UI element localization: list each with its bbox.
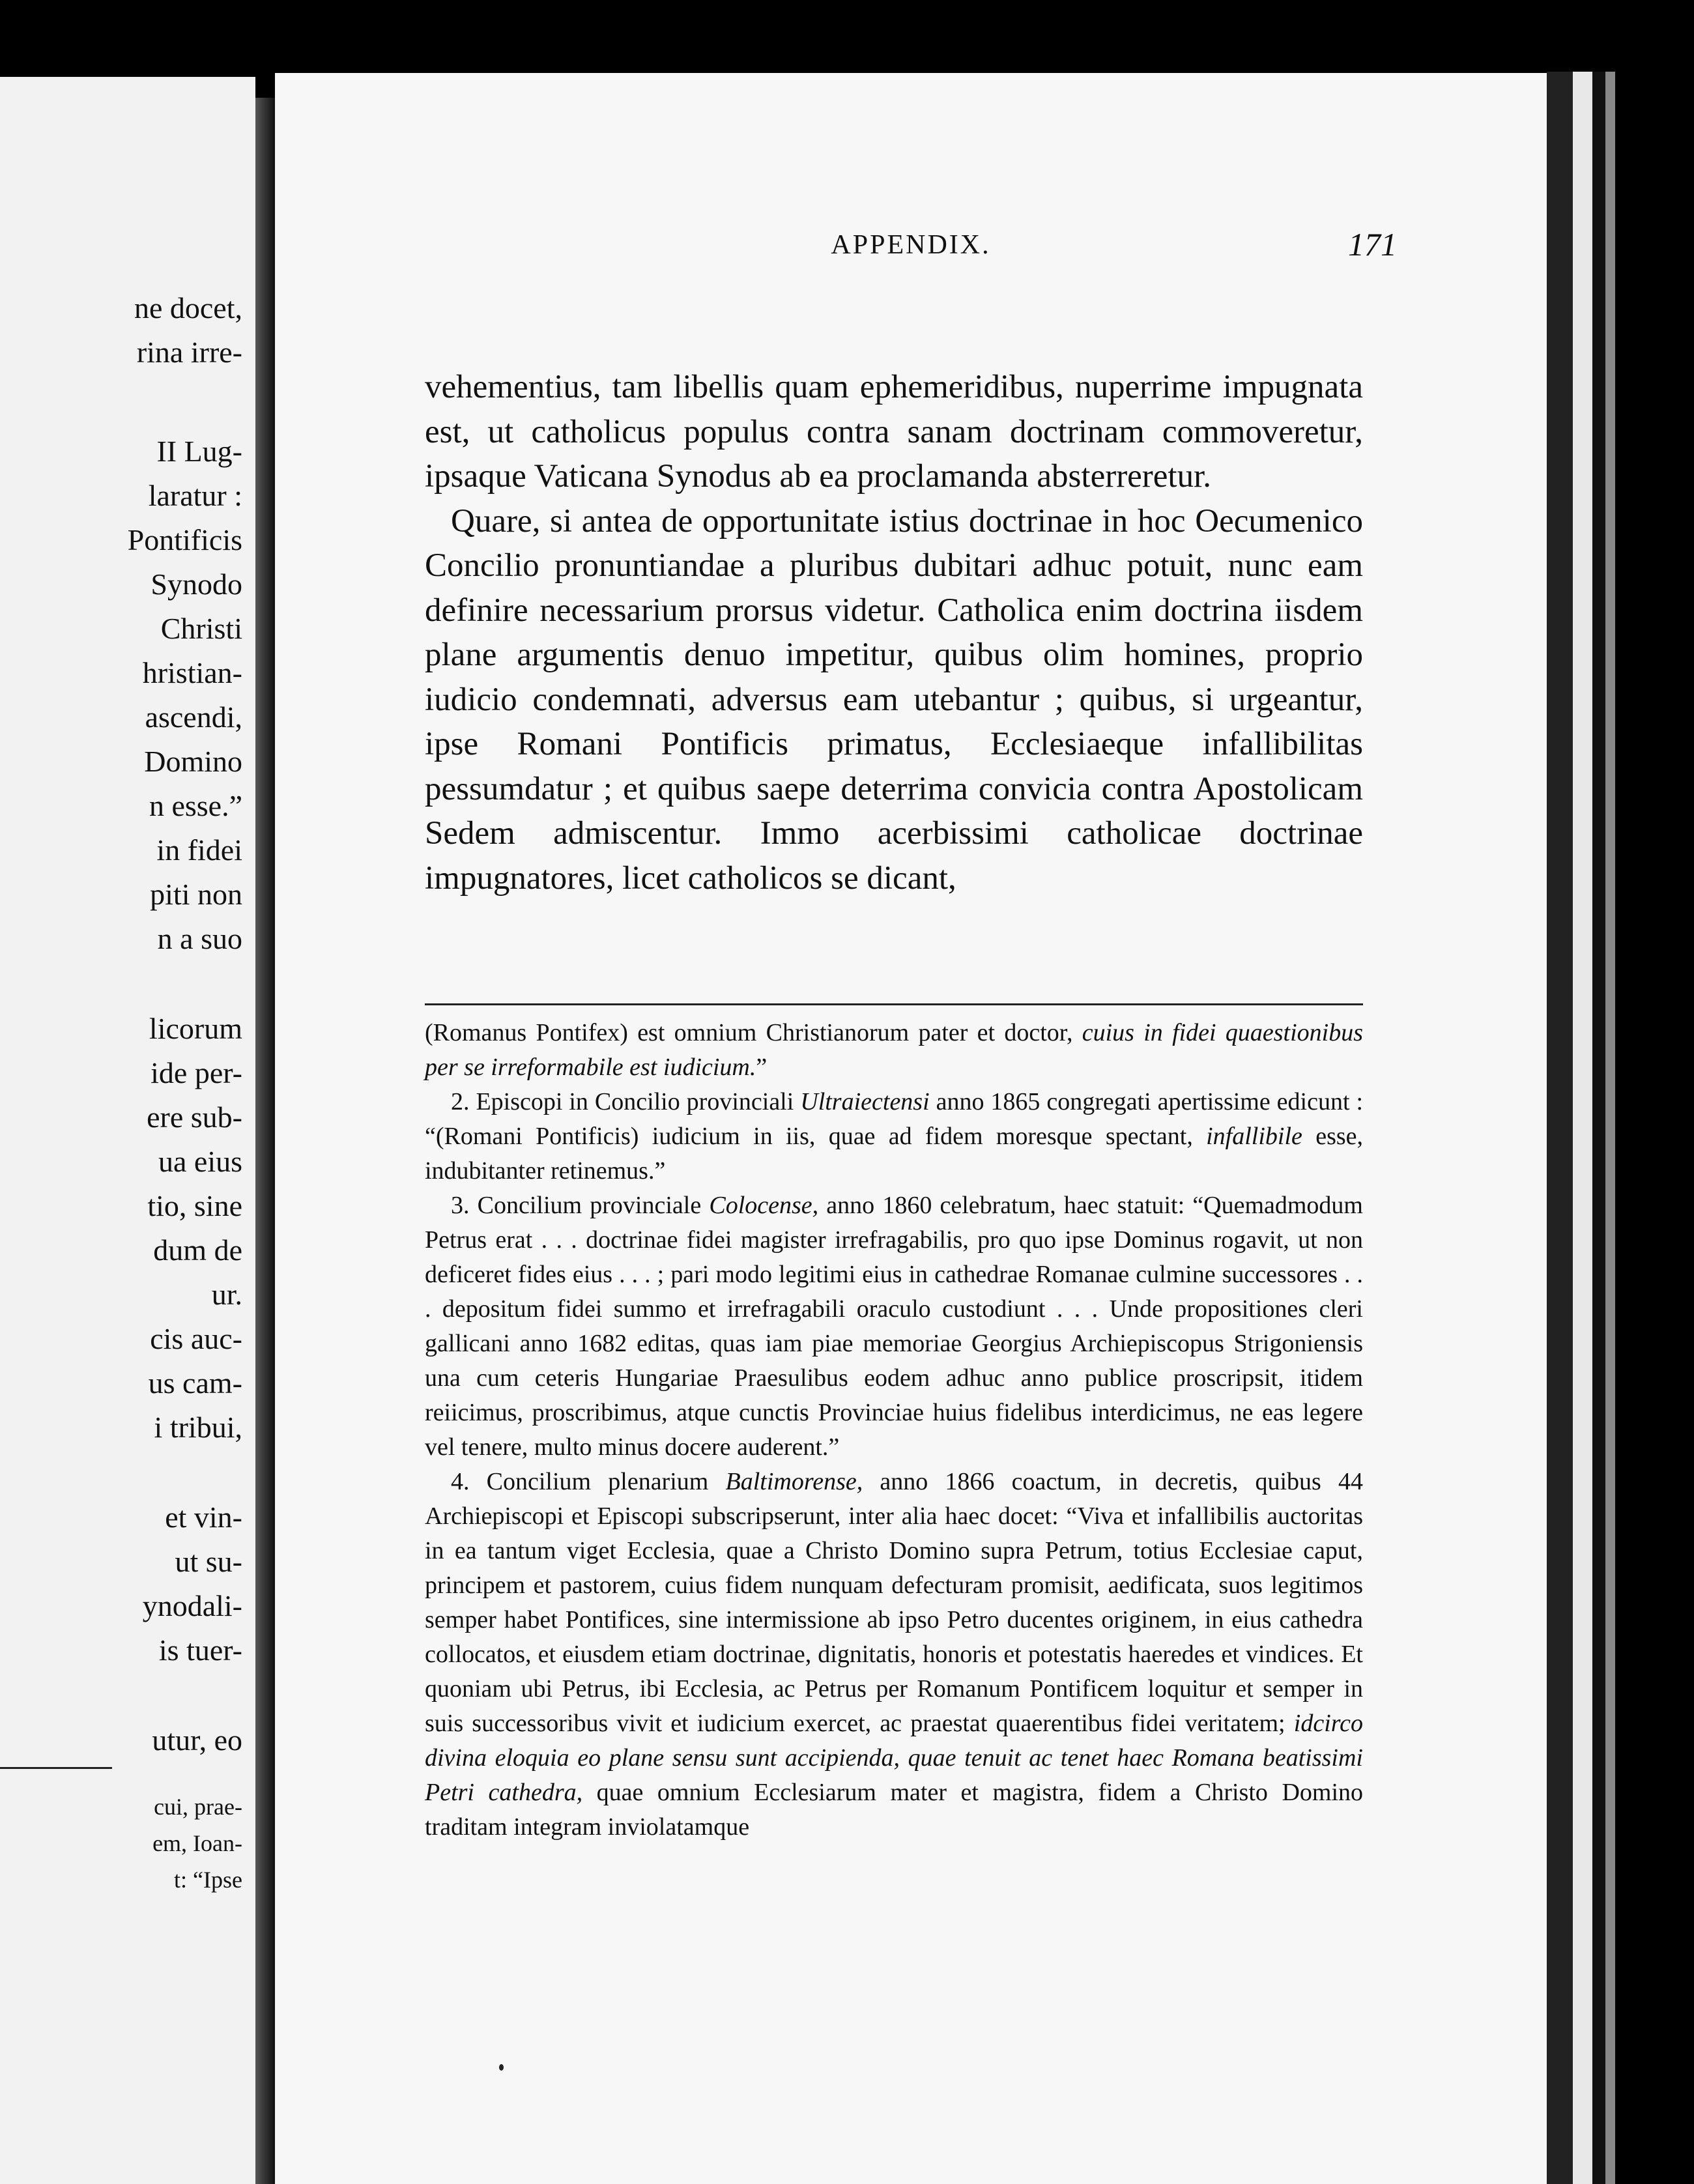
left-footnote-line: cui, prae- [154,1794,242,1820]
left-page-line: licorum [149,1012,242,1045]
footnote-3 [425,1188,1363,1465]
footnote-3-text-c: anno 1860 celebratum, haec statuit: “Quemadmodum Petrus erat . . . doctrinae fidei magister irrefragabilis, pro quo ipse Dominus rogavit, ut non deficeret fides eius . . . ; pari modo legitimi eius in cathedrae Romanae culmine successores . . . depositum fidei summo et irrefragabili oraculo custodiunt . . . Unde propositiones cleri gallicani anno 1682 editas, quas iam piae memoriae Georgius Archiepiscopus Strigoniensis una cum ceteris Hungariae Praesulibus eodem adhuc anno publice proscripsit, itidem reiicimus, proscribimus, atque cunctis Provinciae huius fidelibus interdicimus, ne eas legere vel tenere, multo minus docere auderent.” [425,1192,1363,1461]
footnote-1-continued [425,1016,1363,1085]
footnote-1-text-a: (Romanus Pontifex) est omnium Christianorum pater et doctor, [425,1019,1082,1046]
footnotes [425,1016,1363,1845]
footnote-2-text-e: esse, indubitanter retinemus.” [425,1123,1364,1185]
left-page-line: ne docet, [134,291,242,324]
left-footnote-line: t: “Ipse [174,1867,242,1893]
book-edge [1547,72,1694,2184]
ink-speck [499,2064,504,2071]
right-page [275,73,1547,2184]
footnote-2-text-c: anno 1865 congregati apertissime edicunt : “(Romani Pontificis) iudicium in iis, quae ad fidem moresque spectant, [425,1088,1363,1150]
footnote-1-text-c: ” [756,1054,768,1081]
left-page-fragment [0,77,255,2184]
left-page-line: utur, eo [152,1723,242,1757]
footnote-divider [425,1003,1363,1005]
left-page-line: ut su- [175,1545,242,1578]
left-page-line: rina irre- [136,336,242,369]
left-page-line: laratur : [148,479,242,512]
page-number: 171 [1348,226,1397,263]
left-page-line: Domino [144,745,242,778]
footnote-2-italic-a: Ultraiectensi [800,1088,930,1115]
paragraph-1: vehementius, tam libellis quam ephemeridibus, nuperrime impugnata est, ut catholicus populus contra sanam doctrinam commoveretur, ipsaque Vaticana Synodus ab ea proclamanda absterreretur. [425,369,1363,495]
left-page-line: n esse.” [149,789,242,822]
left-page-line: et vin- [165,1501,242,1534]
left-page-line: n a suo [157,922,242,955]
left-page-line: is tuer- [158,1633,242,1667]
left-page-line: ur. [211,1278,242,1311]
book-gutter [255,98,275,2184]
main-text [425,365,1363,900]
left-page-line: hristian- [142,656,242,689]
left-page-line: Synodo [151,568,242,601]
left-page-line: ide per- [151,1056,242,1089]
footnote-1-italic: cuius in fidei quaestionibus per se irreformabile est iudicium. [425,1019,1363,1081]
left-page-line: us cam- [148,1366,242,1400]
paragraph-2: Quare, si antea de opportunitate istius doctrinae in hoc Oecumenico Concilio pronuntiandae a pluribus dubitari adhuc potuit, nunc eam definire necessarium prorsus videtur. Catholica enim doctrina iisdem plane argumentis denuo impetitur, quibus olim homines, proprio iudicio condemnati, adversus eam utebantur ; quibus, si urgeantur, ipse Romani Pontificis primatus, Ecclesiaeque infallibilitas pessumdatur ; et quibus saepe deterrima convicia contra Apostolicam Sedem admiscentur. Immo acerbissimi catholicae doctrinae impugnatores, licet catholicos se dicant, [425,502,1363,897]
left-page-line: in fidei [156,833,242,867]
footnote-3-text-a: 3. Concilium provinciale [451,1192,710,1219]
footnote-4 [425,1465,1363,1845]
page-header [425,216,1397,268]
left-page-line: piti non [150,878,242,911]
left-footnote-line: em, Ioan- [152,1830,242,1856]
footnote-2-text-a: 2. Episcopi in Concilio provinciali [451,1088,801,1115]
left-page-line: ua eius [158,1145,242,1178]
left-footnote-divider [0,1767,112,1769]
footnote-4-text-c: anno 1866 coactum, in decretis, quibus 44 Archiepiscopi et Episcopi subscripserunt, inter alia haec docet: “Viva et infallibilis auctoritas in ea tantum viget Ecclesia, quae a Christo Domino supra Petrum, totius Ecclesiae caput, principem et pastorem, cuius fidem nunquam defecturam promisit, aedificata, suos legitimos semper habet Pontifices, sine intermissione ab ipso Petro ducentes originem, in eius cathedra collocatos, et eiusdem etiam doctrinae, dignitatis, honoris et potestatis haeredes et vindices. Et quoniam ubi Petrus, ibi Ecclesia, ac Petrus per Romanum Pontificem loquitur et semper in suis successoribus vivit et iudicium exercet, ac praestat quaerentibus fidei veritatem; [425,1468,1364,1737]
left-page-line: Pontificis [127,523,242,556]
left-page-line: dum de [153,1233,242,1267]
footnote-4-text-a: 4. Concilium plenarium [451,1468,726,1495]
left-page-line: tio, sine [147,1189,242,1222]
running-head: APPENDIX. [831,230,991,260]
footnote-4-text-e: quae omnium Ecclesiarum mater et magistra, fidem a Christo Domino traditam integram inviolatamque [425,1779,1363,1841]
left-page-line: ere sub- [147,1100,242,1134]
left-page-line: ynodali- [142,1589,242,1622]
footnote-4-italic-a: Baltimorense, [725,1468,863,1495]
left-page-line: ascendi, [145,700,242,734]
footnote-3-italic: Colocense, [709,1192,819,1219]
left-page-line: cis auc- [150,1322,242,1355]
left-page-line: Christi [160,612,242,645]
footnote-2 [425,1085,1363,1188]
left-page-line: II Lug- [156,435,242,468]
left-page-line: i tribui, [154,1411,242,1444]
footnote-2-italic-b: infallibile [1206,1123,1302,1150]
footnote-4-italic-b: idcirco divina eloquia eo plane sensu sunt accipienda, quae tenuit ac tenet haec Romana beatissimi Petri cathedra, [425,1710,1363,1806]
